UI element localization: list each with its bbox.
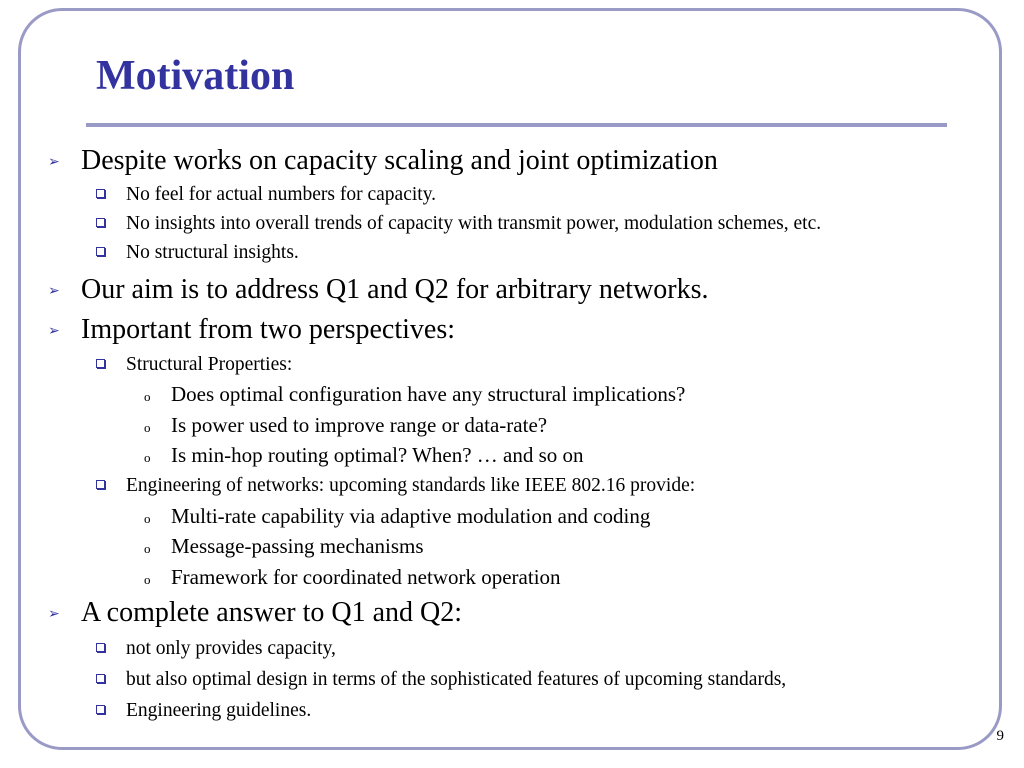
- square-bullet-icon: [96, 184, 126, 206]
- bullet-text: Engineering of networks: upcoming standards like IEEE 802.16 provide:: [126, 475, 696, 496]
- bullet-text: Is min-hop routing optimal? When? … and so on: [171, 442, 584, 467]
- bullet-item: [48, 144, 718, 178]
- square-bullet-icon: [96, 700, 126, 722]
- arrow-bullet-icon: ➢: [48, 154, 60, 170]
- bullet-item: [96, 352, 292, 378]
- arrow-bullet-icon: ➢: [48, 323, 60, 339]
- bullet-item: [144, 441, 584, 469]
- bullet-item: [144, 502, 650, 530]
- bullet-item: [144, 532, 424, 560]
- arrow-bullet-icon: ➢: [48, 283, 60, 299]
- bullet-text: Our aim is to address Q1 and Q2 for arbitrary networks.: [81, 274, 709, 305]
- circle-bullet-icon: o: [144, 450, 151, 465]
- square-bullet-icon: [96, 475, 126, 497]
- bullet-text: Important from two perspectives:: [81, 314, 456, 345]
- bullet-text: No structural insights.: [126, 242, 299, 263]
- bullet-text: No feel for actual numbers for capacity.: [126, 184, 437, 205]
- bullet-text: Is power used to improve range or data-rate?: [171, 412, 548, 437]
- slide-title: Motivation: [96, 53, 295, 99]
- bullet-text: Engineering guidelines.: [126, 700, 312, 721]
- circle-bullet-icon: o: [144, 541, 151, 556]
- bullet-item: [144, 380, 685, 408]
- square-bullet-icon: [96, 669, 126, 691]
- bullet-text: Does optimal configuration have any structural implications?: [171, 381, 686, 406]
- bullet-item: [96, 636, 336, 662]
- bullet-item: [96, 240, 299, 266]
- bullet-item: [48, 596, 462, 630]
- square-bullet-icon: [96, 242, 126, 264]
- square-bullet-icon: [96, 354, 126, 376]
- square-bullet-icon: [96, 638, 126, 660]
- bullet-text: Framework for coordinated network operation: [171, 564, 561, 589]
- circle-bullet-icon: o: [144, 511, 151, 526]
- bullet-item: [96, 211, 821, 237]
- bullet-item: [48, 273, 709, 307]
- arrow-bullet-icon: ➢: [48, 606, 60, 622]
- page-number: 9: [996, 728, 1004, 744]
- bullet-text: not only provides capacity,: [126, 638, 336, 659]
- bullet-text: Structural Properties:: [126, 354, 293, 375]
- bullet-item: [144, 563, 561, 591]
- square-bullet-icon: [96, 213, 126, 235]
- bullet-item: [96, 667, 786, 693]
- circle-bullet-icon: o: [144, 389, 151, 404]
- circle-bullet-icon: o: [144, 420, 151, 435]
- bullet-item: [96, 698, 311, 724]
- bullet-text: A complete answer to Q1 and Q2:: [81, 597, 463, 628]
- bullet-item: [144, 411, 547, 439]
- circle-bullet-icon: o: [144, 572, 151, 587]
- bullet-text: Message-passing mechanisms: [171, 533, 424, 558]
- bullet-item: [48, 313, 455, 347]
- bullet-text: Multi-rate capability via adaptive modulation and coding: [171, 503, 651, 528]
- bullet-text: No insights into overall trends of capacity with transmit power, modulation schemes, etc.: [126, 213, 822, 234]
- bullet-item: [96, 473, 695, 499]
- bullet-text: but also optimal design in terms of the sophisticated features of upcoming standards,: [126, 669, 787, 690]
- bullet-text: Despite works on capacity scaling and joint optimization: [81, 145, 718, 176]
- bullet-item: [96, 182, 436, 208]
